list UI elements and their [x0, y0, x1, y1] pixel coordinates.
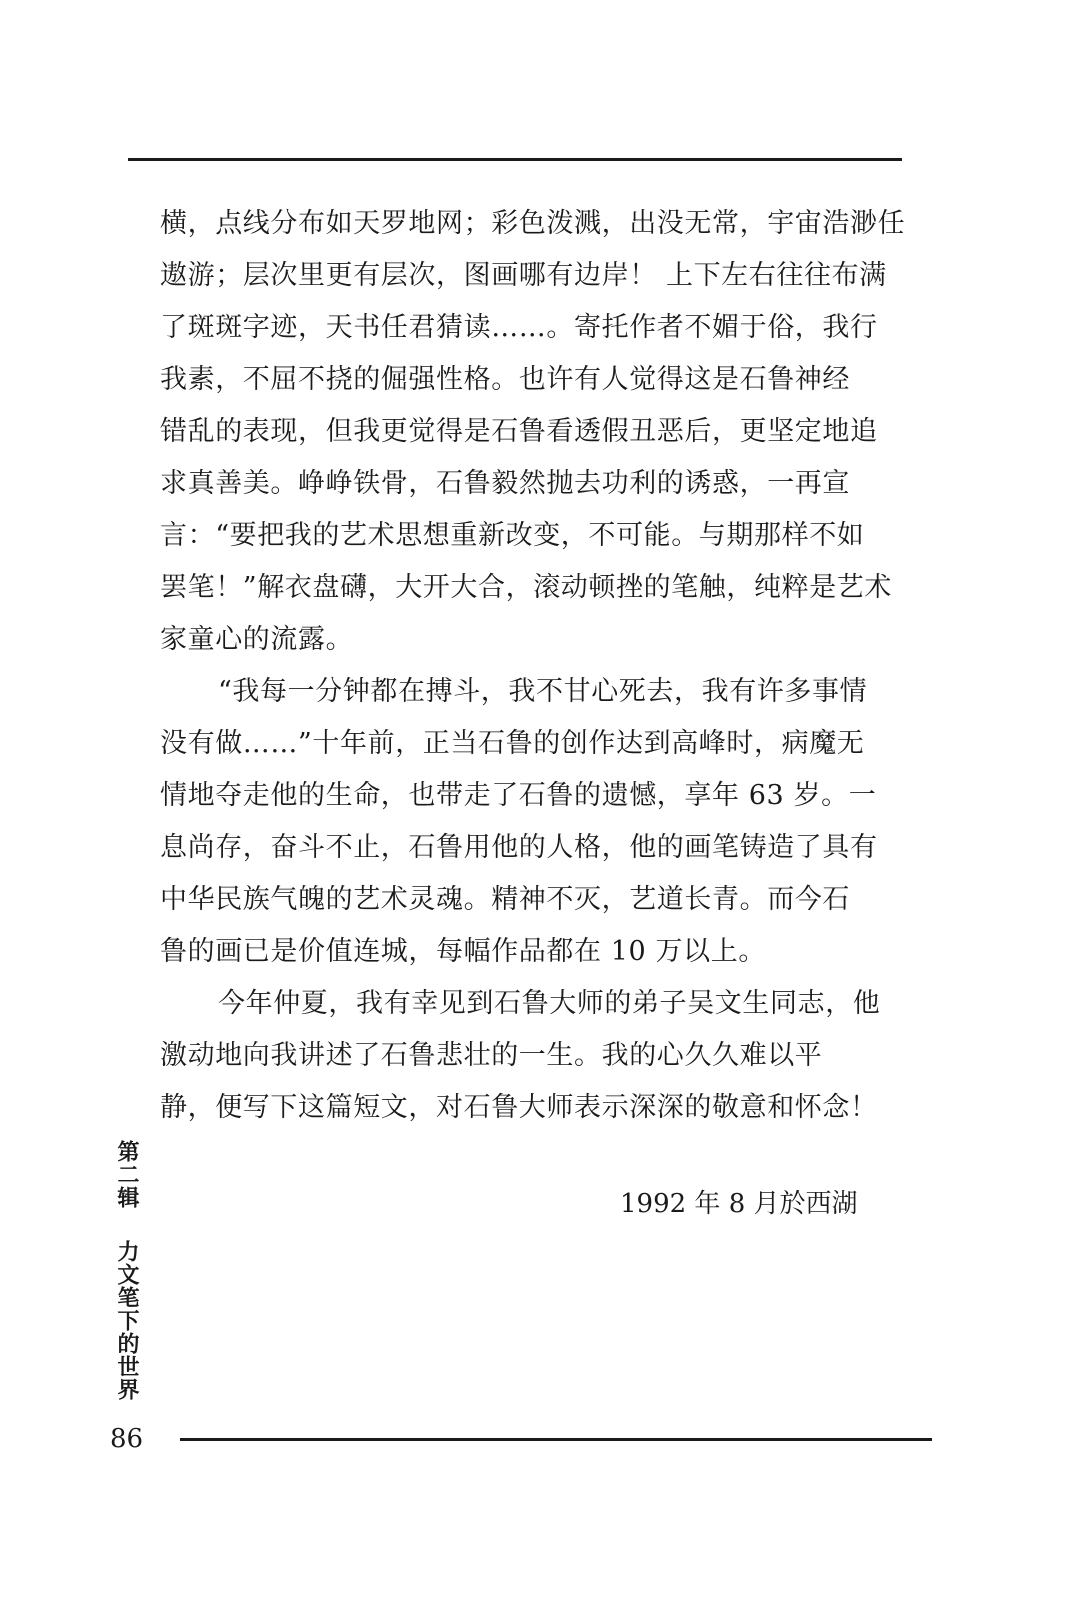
text-line: 没有做……”十年前，正当石鲁的创作达到高峰时，病魔无 [160, 728, 865, 759]
section-label: 第二辑 [114, 1140, 139, 1209]
paragraph-start-line: 今年仲夏，我有幸见到石鲁大师的弟子吴文生同志，他 [218, 988, 881, 1019]
text-line: 静，便写下这篇短文，对石鲁大师表示深深的敬意和怀念！ [160, 1092, 878, 1123]
text-line: 横，点线分布如天罗地网；彩色泼溅，出没无常，宇宙浩渺任 [160, 208, 906, 239]
text-line: 了斑斑字迹，天书任君猜读……。寄托作者不媚于俗，我行 [160, 312, 878, 343]
text-line: 鲁的画已是价值连城，每幅作品都在 10 万以上。 [160, 936, 766, 967]
text-line: 情地夺走他的生命，也带走了石鲁的遗憾，享年 63 岁。一 [160, 780, 877, 811]
paragraph-start-line: “我每一分钟都在搏斗，我不甘心死去，我有许多事情 [218, 676, 868, 707]
text-line: 息尚存，奋斗不止，石鲁用他的人格，他的画笔铸造了具有 [160, 832, 878, 863]
text-line: 遨游；层次里更有层次，图画哪有边岸！ 上下左右往往布满 [160, 260, 887, 291]
footer-rule [180, 1438, 932, 1441]
body-text [160, 198, 906, 1134]
date-signature: 1992 年 8 月於西湖 [620, 1189, 858, 1219]
text-line: 言：“要把我的艺术思想重新改变，不可能。与期那样不如 [160, 520, 865, 551]
text-line: 我素，不屈不挠的倔强性格。也许有人觉得这是石鲁神经 [160, 364, 850, 395]
header-rule [128, 158, 902, 161]
text-line: 激动地向我讲述了石鲁悲壮的一生。我的心久久难以平 [160, 1040, 823, 1071]
text-line: 求真善美。峥峥铁骨，石鲁毅然抛去功利的诱惑，一再宣 [160, 468, 850, 499]
text-line: 家童心的流露。 [160, 624, 354, 655]
text-line: 中华民族气魄的艺术灵魂。精神不灭，艺道长青。而今石 [160, 884, 850, 915]
page-number: 86 [110, 1424, 144, 1454]
text-line: 错乱的表现，但我更觉得是石鲁看透假丑恶后，更坚定地追 [160, 416, 878, 447]
book-title: 力文笔下的世界 [114, 1240, 139, 1401]
text-line: 罢笔！”解衣盘礴，大开大合，滚动顿挫的笔触，纯粹是艺术 [160, 572, 893, 603]
